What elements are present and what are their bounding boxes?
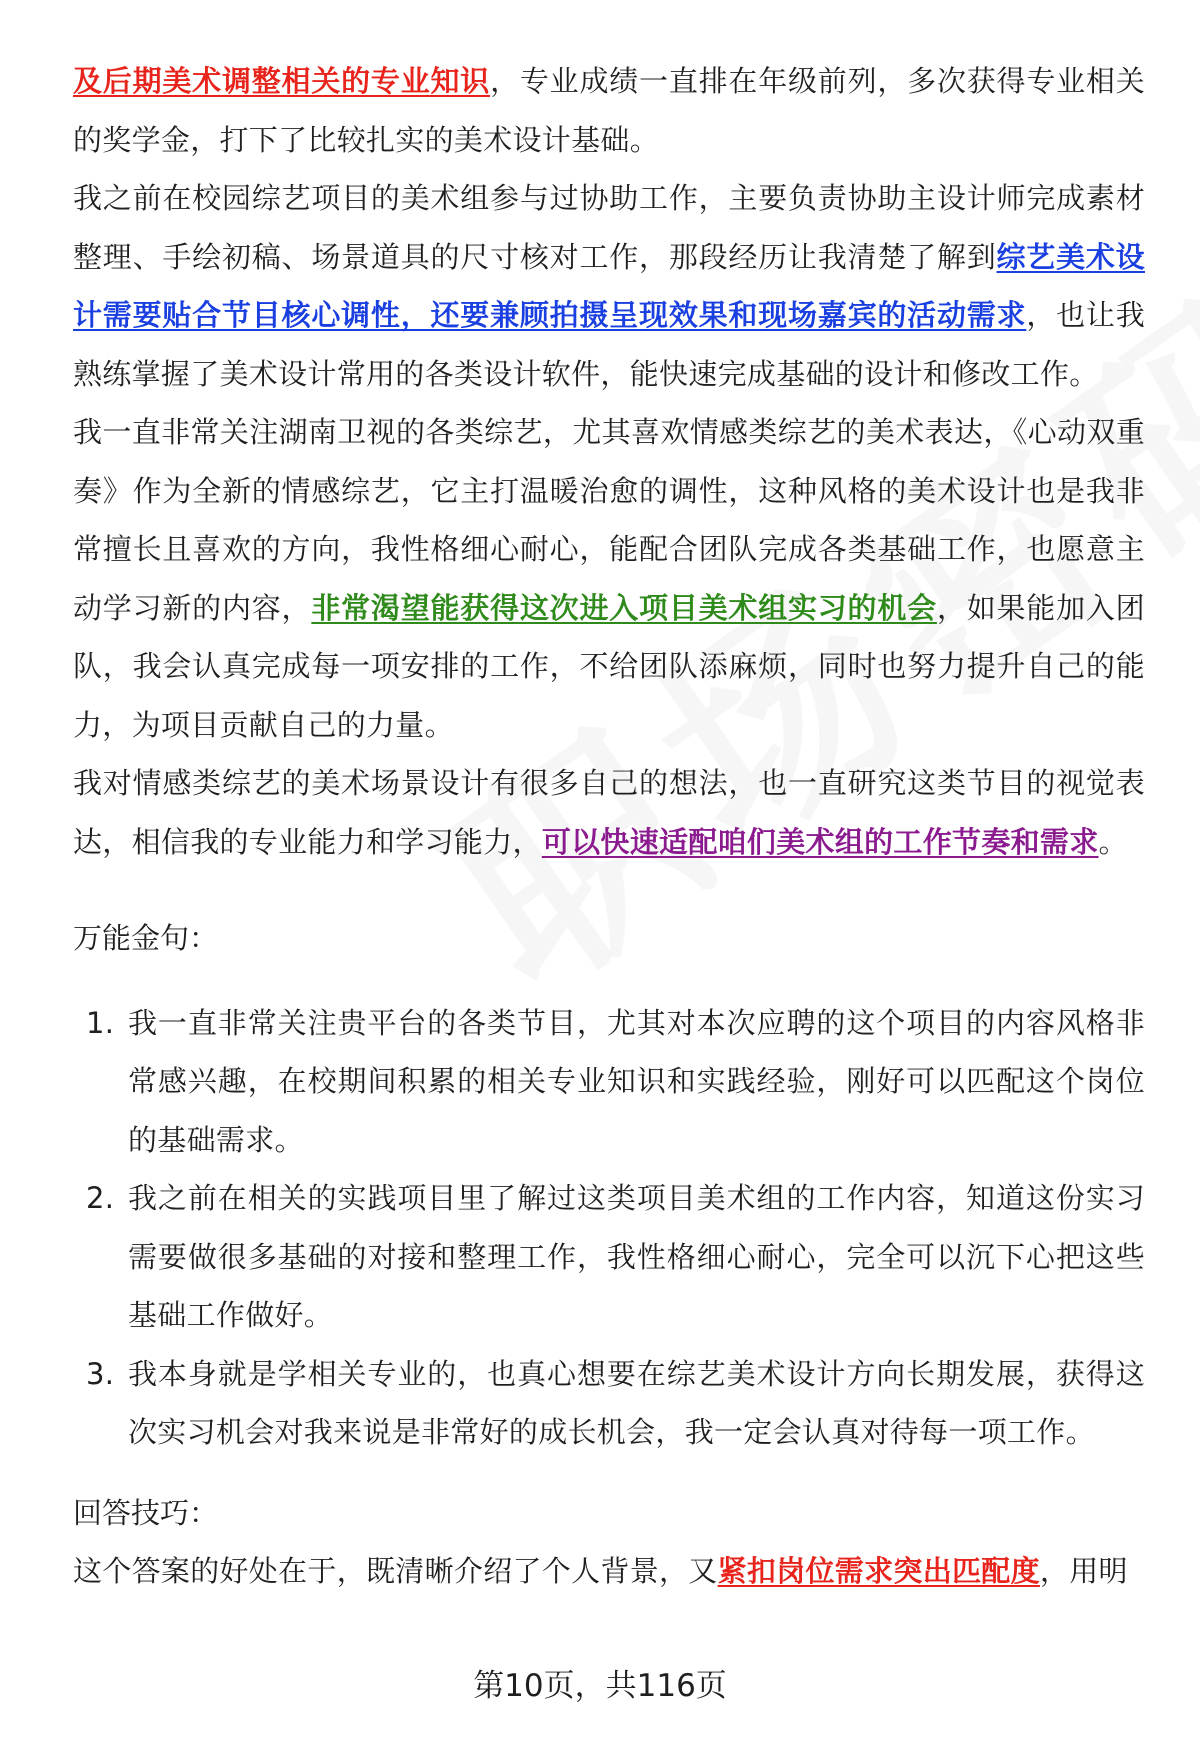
section-heading-tips: 回答技巧： <box>73 1495 219 1530</box>
tips-paragraph-text-after: ，用明 <box>1039 1554 1128 1588</box>
tips-paragraph-text: 这个答案的好处在于，既清晰介绍了个人背景，又 <box>73 1554 718 1588</box>
paragraph-1-text-after: ，专业成绩一直排在年级前列，多次获得专业相关的奖学金，打下了比较扎实的美术设计基础。 <box>73 64 1145 157</box>
paragraph-3-text-after: ，如果能加入团队，我会认真完成每一项安排的工作，不给团队添麻烦，同时也努力提升自己的能力，为项目贡献自己的力量。 <box>73 590 1145 742</box>
page-number-footer: 第10页，共116页 <box>473 1668 727 1704</box>
paragraph-1-highlight: 及后期美术调整相关的专业知识 <box>73 64 491 98</box>
tips-paragraph <box>73 1542 1145 1601</box>
paragraph-3 <box>73 403 1145 754</box>
tips-paragraph-highlight: 紧扣岗位需求突出匹配度 <box>717 1554 1040 1588</box>
paragraph-2-text: 我之前在校园综艺项目的美术组参与过协助工作，主要负责协助主设计师完成素材整理、手绘初稿、场景道具的尺寸核对工作，那段经历让我清楚了解到 <box>73 181 1145 274</box>
paragraph-2-highlight: 综艺美术设计需要贴合节目核心调性，还要兼顾拍摄呈现效果和现场嘉宾的活动需求 <box>73 239 1145 332</box>
golden-sentence-list <box>73 994 1145 1462</box>
document-content <box>73 52 1145 1601</box>
paragraph-2 <box>73 169 1145 403</box>
list-item-number: 2. <box>86 1181 115 1215</box>
list-item <box>73 1345 1145 1462</box>
list-item-text: 我之前在相关的实践项目里了解过这类项目美术组的工作内容，知道这份实习需要做很多基础的对接和整理工作，我性格细心耐心，完全可以沉下心把这些基础工作做好。 <box>128 1181 1145 1332</box>
list-item-text: 我一直非常关注贵平台的各类节目，尤其对本次应聘的这个项目的内容风格非常感兴趣，在校期间积累的相关专业知识和实践经验，刚好可以匹配这个岗位的基础需求。 <box>128 1005 1145 1157</box>
paragraph-3-highlight: 非常渴望能获得这次进入项目美术组实习的机会 <box>311 590 937 625</box>
paragraph-4-text-after: 。 <box>1098 824 1128 859</box>
paragraph-2-text-after: ，也让我熟练掌握了美术设计常用的各类设计软件，能快速完成基础的设计和修改工作。 <box>73 298 1146 391</box>
list-item-text: 我本身就是学相关专业的，也真心想要在综艺美术设计方向长期发展，获得这次实习机会对我来说是非常好的成长机会，我一定会认真对待每一项工作。 <box>128 1356 1145 1449</box>
paragraph-4-highlight: 可以快速适配咱们美术组的工作节奏和需求 <box>541 824 1099 859</box>
list-item-number: 3. <box>86 1356 115 1391</box>
paragraph-3-text: 我一直非常关注湖南卫视的各类综艺，尤其喜欢情感类综艺的美术表达，《心动双重奏》作为全新的情感综艺，它主打温暖治愈的调性，这种风格的美术设计也是我非常擅长且喜欢的方向，我性格细心耐心，能配合团队完成各类基础工作，也愿意主动学习新的内容， <box>73 415 1145 625</box>
list-item-number: 1. <box>86 1005 115 1040</box>
list-item <box>73 1169 1145 1345</box>
section-heading-golden: 万能金句： <box>73 921 219 955</box>
paragraph-4 <box>73 754 1145 871</box>
paragraph-4-text: 我对情感类综艺的美术场景设计有很多自己的想法，也一直研究这类节目的视觉表达，相信我的专业能力和学习能力， <box>73 766 1145 859</box>
paragraph-1 <box>73 52 1145 169</box>
list-item <box>73 994 1145 1170</box>
